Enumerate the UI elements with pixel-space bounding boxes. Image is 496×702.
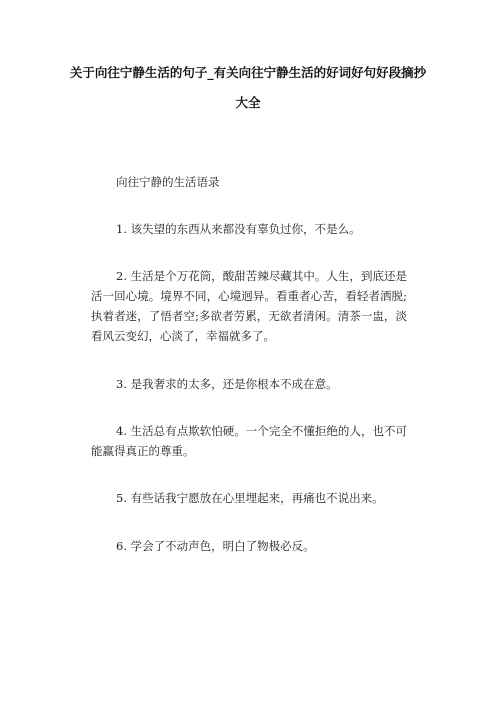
list-item: 3. 是我奢求的太多，还是你根本不成在意。	[116, 377, 338, 391]
list-item: 2. 生活是个万花筒，酸甜苦辣尽藏其中。人生，到底还是活一回心境。境界不同，心境迥异。看重者心苦，看轻者洒脱;执着者迷，了悟者空;多欲者劳累，无欲者清闲。清茶一盅，淡看风云变幻，心淡了，幸福就多了。	[91, 269, 407, 343]
list-item: 5. 有些话我宁愿放在心里埋起来，再痛也不说出来。	[116, 491, 384, 505]
list-item: 1. 该失望的东西从来都没有辜负过你，不是么。	[116, 222, 361, 236]
document-title: 关于向往宁静生活的句子_有关向往宁静生活的好词好句好段摘抄大全	[69, 65, 427, 110]
list-item: 6. 学会了不动声色，明白了物极必反。	[116, 539, 315, 553]
list-item: 4. 生活总有点欺软怕硬。一个完全不懂拒绝的人，也不可能赢得真正的尊重。	[91, 424, 407, 458]
section-heading: 向往宁静的生活语录	[116, 175, 220, 189]
